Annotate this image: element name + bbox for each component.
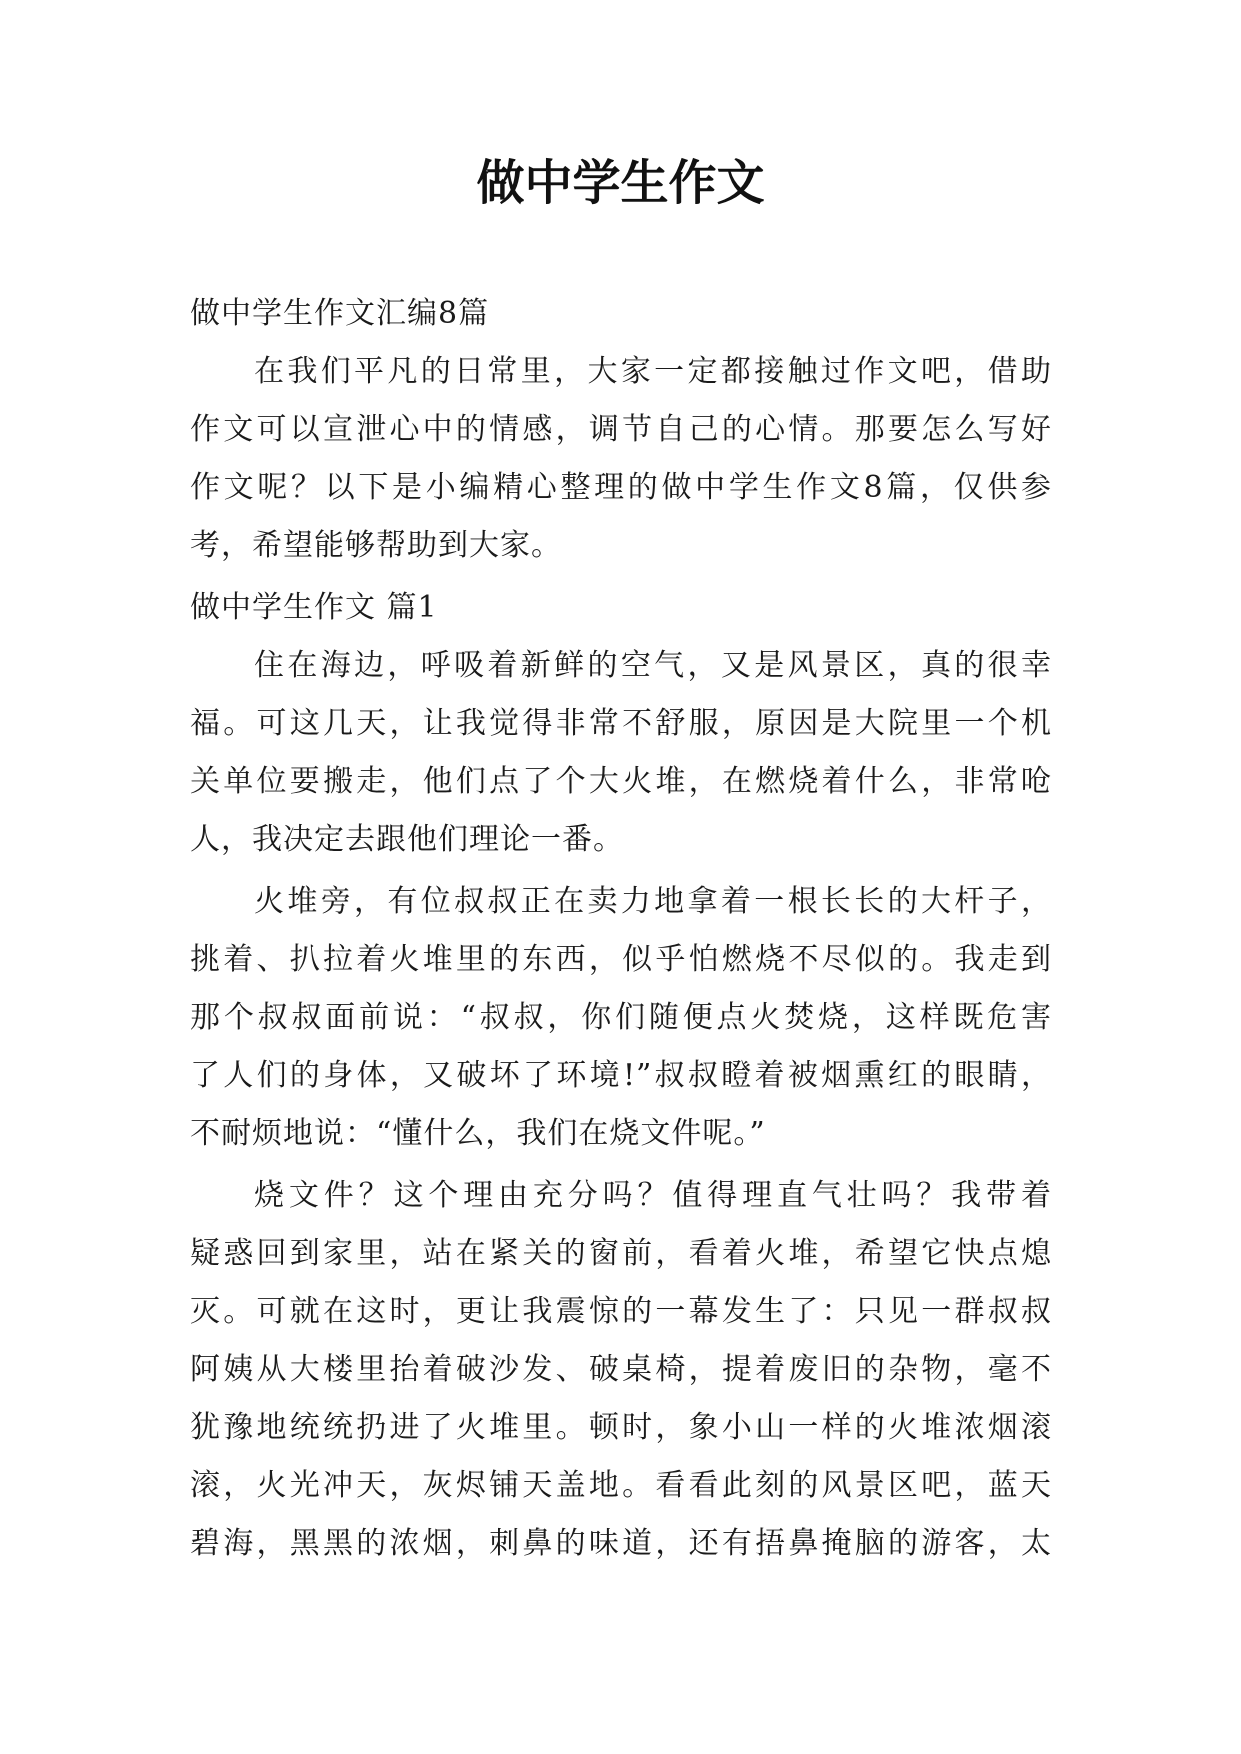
paragraph-line: 灭。可就在这时，更让我震惊的一幕发生了：只见一群叔叔 <box>190 1294 1052 1329</box>
paragraph-line: 在我们平凡的日常里，大家一定都接触过作文吧，借助 <box>254 354 1052 389</box>
paragraph-line: 挑着、扒拉着火堆里的东西，似乎怕燃烧不尽似的。我走到 <box>190 942 1052 977</box>
paragraph-line: 住在海边，呼吸着新鲜的空气，又是风景区，真的很幸 <box>254 648 1052 683</box>
paragraph-1 <box>190 637 1052 869</box>
paragraph-line: 考，希望能够帮助到大家。 <box>190 528 562 563</box>
paragraph-2 <box>190 873 1052 1163</box>
paragraph-line: 烧文件？这个理由充分吗？值得理直气壮吗？我带着 <box>254 1178 1052 1213</box>
paragraph-line: 疑惑回到家里，站在紧关的窗前，看着火堆，希望它快点熄 <box>190 1236 1052 1271</box>
paragraph-line: 关单位要搬走，他们点了个大火堆，在燃烧着什么，非常呛 <box>190 764 1052 799</box>
document-title: 做中学生作文 <box>476 155 765 211</box>
document-subtitle: 做中学生作文汇编8篇 <box>190 296 490 331</box>
paragraph-line: 那个叔叔面前说：“叔叔，你们随便点火焚烧，这样既危害 <box>190 1000 1052 1035</box>
paragraph-line: 作文可以宣泄心中的情感，调节自己的心情。那要怎么写好 <box>190 412 1052 447</box>
paragraph-line: 不耐烦地说：“懂什么，我们在烧文件呢。” <box>190 1116 766 1151</box>
paragraph-line: 了人们的身体，又破坏了环境!”叔叔瞪着被烟熏红的眼睛， <box>190 1058 1052 1093</box>
paragraph-line: 人，我决定去跟他们理论一番。 <box>190 822 624 857</box>
section-heading: 做中学生作文 篇1 <box>190 590 438 625</box>
paragraph-line: 阿姨从大楼里抬着破沙发、破桌椅，提着废旧的杂物，毫不 <box>190 1352 1052 1387</box>
document-body <box>190 285 1052 1577</box>
paragraph-line: 滚，火光冲天，灰烬铺天盖地。看看此刻的风景区吧，蓝天 <box>190 1468 1052 1503</box>
paragraph-line: 碧海，黑黑的浓烟，刺鼻的味道，还有捂鼻掩脑的游客，太 <box>190 1526 1052 1561</box>
paragraph-line: 作文呢？以下是小编精心整理的做中学生作文8篇，仅供参 <box>190 470 1052 505</box>
paragraph-line: 火堆旁，有位叔叔正在卖力地拿着一根长长的大杆子， <box>254 884 1052 919</box>
intro-paragraph <box>190 343 1052 575</box>
paragraph-3 <box>190 1167 1052 1573</box>
paragraph-line: 犹豫地统统扔进了火堆里。顿时，象小山一样的火堆浓烟滚 <box>190 1410 1052 1445</box>
paragraph-line: 福。可这几天，让我觉得非常不舒服，原因是大院里一个机 <box>190 706 1052 741</box>
